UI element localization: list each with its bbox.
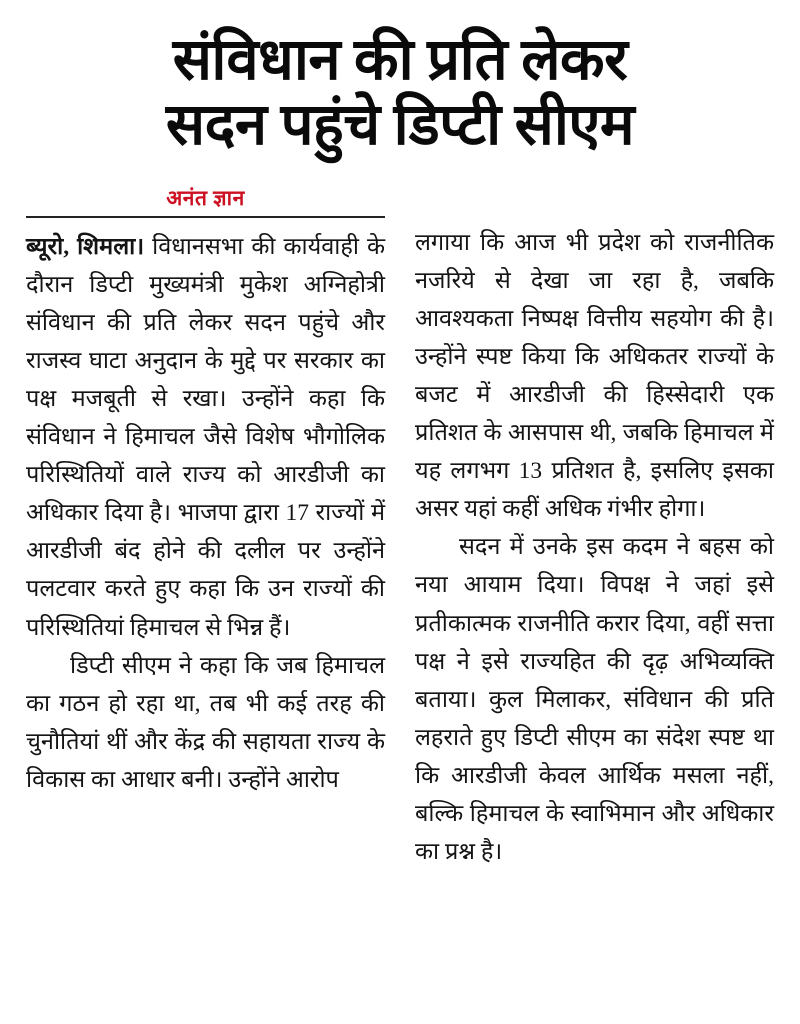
article-columns: [26, 184, 774, 871]
kicker-divider: [26, 216, 385, 218]
dateline: ब्यूरो, शिमला।: [26, 233, 145, 260]
page-title: [26, 28, 774, 158]
section-kicker: अनंत ज्ञान: [166, 185, 245, 210]
article-body-left: [26, 228, 385, 799]
column-right: [415, 184, 774, 871]
paragraph-left-1: [26, 228, 385, 647]
kicker-block: [26, 184, 385, 218]
headline-line-1: संविधान की प्रति लेकर: [172, 27, 628, 92]
paragraph-left-1-text: विधानसभा की कार्यवाही के दौरान डिप्टी मुख्यमंत्री मुकेश अग्निहोत्री संविधान की प्रति लेकर सदन पहुंचे और राजस्व घाटा अनुदान के मुद्दे पर सरकार का पक्ष मजबूती से रखा। उन्होंने कहा कि संविधान ने हिमाचल जैसे विशेष भौगोलिक परिस्थितियों वाले राज्य को आरडीजी का अधिकार दिया है। भाजपा द्वारा 17 राज्यों में आरडीजी बंद होने की दलील पर उन्होंने पलटवार करते हुए कहा कि उन राज्यों की परिस्थितियां हिमाचल से भिन्न हैं।: [26, 233, 385, 641]
column-right-spacer: [415, 184, 774, 224]
article-body-right: [415, 224, 774, 871]
paragraph-left-2: डिप्टी सीएम ने कहा कि जब हिमाचल का गठन हो रहा था, तब भी कई तरह की चुनौतियां थीं और केंद्र की सहायता राज्य के विकास का आधार बनी। उन्होंने आरोप: [26, 652, 385, 793]
headline-line-2: सदन पहुंचे डिप्टी सीएम: [165, 91, 635, 157]
paragraph-right-2: सदन में उनके इस कदम ने बहस को नया आयाम दिया। विपक्ष ने जहां इसे प्रतीकात्मक राजनीति करार दिया, वहीं सत्ता पक्ष ने इसे राज्यहित की दृढ़ अभिव्यक्ति बताया। कुल मिलाकर, संविधान की प्रति लहराते हुए डिप्टी सीएम का संदेश स्पष्ट था कि आरडीजी केवल आर्थिक मसला नहीं, बल्कि हिमाचल के स्वाभिमान और अधिकार का प्रश्न है।: [415, 534, 774, 865]
paragraph-right-1: लगाया कि आज भी प्रदेश को राजनीतिक नजरिये से देखा जा रहा है, जबकि आवश्यकता निष्पक्ष वित्तीय सहयोग की है। उन्होंने स्पष्ट किया कि अधिकतर राज्यों के बजट में आरडीजी की हिस्सेदारी एक प्रतिशत के आसपास थी, जबकि हिमाचल में यह लगभग 13 प्रतिशत है, इसलिए इसका असर यहां कहीं अधिक गंभीर होगा।: [415, 229, 774, 523]
column-left: [26, 184, 385, 871]
